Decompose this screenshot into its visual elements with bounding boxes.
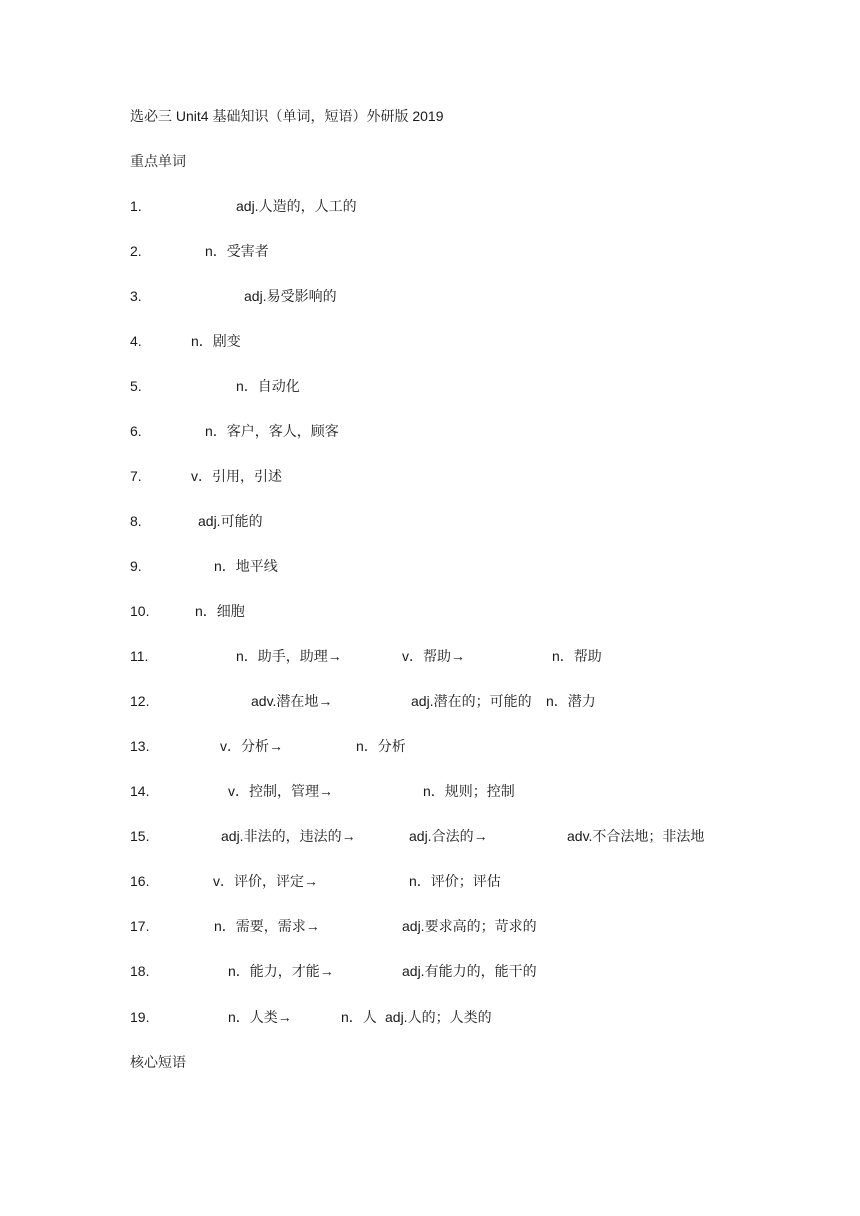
item-number: 4. — [130, 333, 142, 349]
item-definition: n．能力，才能→ — [228, 963, 334, 979]
item-definition: n．客户，客人，顾客 — [205, 423, 339, 439]
item-definition: n．分析 — [356, 738, 406, 754]
item-number: 1. — [130, 198, 142, 214]
list-item — [130, 647, 830, 665]
item-definition: v．控制，管理→ — [228, 783, 333, 799]
item-number: 16. — [130, 873, 150, 889]
item-definition: n．受害者 — [205, 243, 269, 259]
section-heading-phrases: 核心短语 — [130, 1054, 186, 1070]
item-definition: n．助手，助理→ — [236, 648, 342, 664]
list-item — [130, 467, 830, 485]
item-definition: n．人 — [341, 1009, 377, 1025]
list-item — [130, 602, 830, 620]
item-definition: n．帮助 — [552, 648, 602, 664]
item-definition: n．地平线 — [214, 558, 278, 574]
list-item — [130, 197, 830, 215]
item-definition: adj.有能力的，能干的 — [402, 963, 537, 979]
list-item — [130, 872, 830, 890]
item-number: 2. — [130, 243, 142, 259]
item-number: 3. — [130, 288, 142, 304]
list-item — [130, 962, 830, 980]
item-number: 9. — [130, 558, 142, 574]
item-definition: adj.非法的，违法的→ — [221, 828, 356, 844]
item-definition: adj.人的；人类的 — [385, 1009, 492, 1025]
list-item — [130, 557, 830, 575]
item-definition: v．分析→ — [220, 738, 283, 754]
list-item — [130, 782, 830, 800]
item-definition: adj.人造的，人工的 — [236, 198, 357, 214]
item-number: 5. — [130, 378, 142, 394]
item-number: 13. — [130, 738, 150, 754]
item-number: 7. — [130, 468, 142, 484]
list-item — [130, 692, 830, 710]
item-definition: adj.合法的→ — [409, 828, 488, 844]
item-definition: n．细胞 — [195, 603, 245, 619]
item-definition: v．评价，评定→ — [213, 873, 318, 889]
list-item — [130, 422, 830, 440]
item-number: 12. — [130, 693, 150, 709]
item-definition: adv.不合法地；非法地 — [567, 828, 705, 844]
item-number: 15. — [130, 828, 150, 844]
item-definition: n．自动化 — [236, 378, 300, 394]
list-item — [130, 332, 830, 350]
list-item — [130, 1008, 830, 1026]
section-heading-words: 重点单词 — [130, 153, 186, 169]
item-definition: v．引用，引述 — [191, 468, 282, 484]
item-definition: n．剧变 — [191, 333, 241, 349]
item-number: 18. — [130, 963, 150, 979]
item-definition: n．人类→ — [228, 1009, 292, 1025]
item-definition: adj.可能的 — [198, 513, 263, 529]
item-number: 14. — [130, 783, 150, 799]
item-definition: n．潜力 — [546, 693, 596, 709]
item-number: 19. — [130, 1009, 150, 1025]
item-number: 11. — [130, 648, 149, 664]
document-title: 选必三 Unit4 基础知识（单词，短语）外研版 2019 — [130, 108, 444, 124]
item-number: 6. — [130, 423, 142, 439]
item-definition: adj.潜在的；可能的 — [411, 693, 532, 709]
list-item — [130, 827, 830, 845]
item-definition: adv.潜在地→ — [251, 693, 333, 709]
item-number: 8. — [130, 513, 142, 529]
item-definition: n．评价；评估 — [409, 873, 501, 889]
list-item — [130, 377, 830, 395]
list-item — [130, 287, 830, 305]
item-definition: n．需要，需求→ — [214, 918, 320, 934]
item-number: 17. — [130, 918, 150, 934]
item-definition: v．帮助→ — [402, 648, 465, 664]
item-definition: n．规则；控制 — [423, 783, 515, 799]
item-number: 10. — [130, 603, 150, 619]
list-item — [130, 737, 830, 755]
list-item — [130, 512, 830, 530]
list-item — [130, 242, 830, 260]
item-definition: adj.易受影响的 — [244, 288, 337, 304]
item-definition: adj.要求高的；苛求的 — [402, 918, 537, 934]
list-item — [130, 917, 830, 935]
